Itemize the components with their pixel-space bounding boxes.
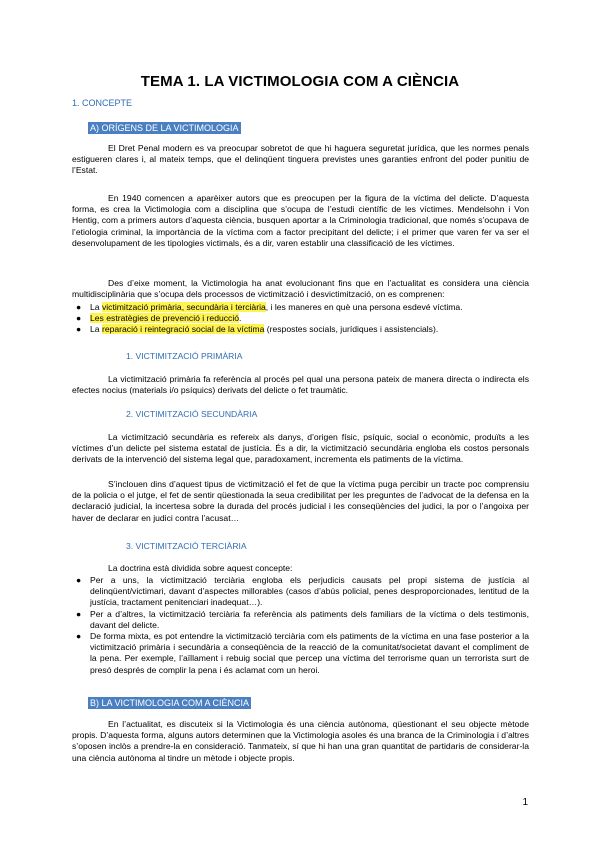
paragraph-1 xyxy=(72,143,529,177)
list-item: ● Per a d’altres, la victimització terciària fa referència als patiments dels familiars de la víctima o dels testimonis, davant del delicte. xyxy=(76,608,529,630)
bullet-list-2 xyxy=(72,575,529,676)
paragraph-8 xyxy=(72,719,529,764)
section-heading-concepte: 1. CONCEPTE xyxy=(72,98,133,108)
paragraph-3-text: Des d’eixe moment, la Victimologia ha anat evolucionant fins que en l’actualitat es considera una ciència multidisciplinària que s’ocupa dels processos de victimització i desvictimització, on es comprenen: xyxy=(72,278,529,300)
list-item: ● De forma mixta, es pot entendre la victimització terciària com els patiments de la víctima en una fase posterior a la victimització primària i secundària a conseqüència de la reacció de la comunitat/societat davant el compliment de la pena. Per exemple, l’aïllament i rebuig social que percep una víctima del terrorisme quan un terrorista surt de presó després de complir la pena i és aclamat com un heroi. xyxy=(76,631,529,675)
paragraph-5 xyxy=(72,432,529,466)
page-title: TEMA 1. LA VICTIMOLOGIA COM A CIÈNCIA xyxy=(140,73,460,90)
highlighted-text: reparació i reintegració social de la víctima xyxy=(101,324,265,335)
paragraph-5-text: La victimització secundària es refereix als danys, d’origen físic, psíquic, social o econòmic, produïts a les víctimes d’un delicte pel sistema estatal de justícia. És a dir, la victimització secundària engloba els costos personals derivats de la intervenció del sistema legal que, paradoxament, incrementa els patiments de la víctima. xyxy=(72,432,529,465)
paragraph-2-text: En 1940 comencen a aparèixer autors que es preocupen per la figura de la víctima del delicte. D’aquesta forma, es crea la Victimologia com a disciplina que s’ocupa de l’estudi científic de les víctimes. Mendelsohn i Von Hentig, com a primers autors d’aquesta ciència, busquen aportar a la Criminologia tradicional, que només s’ocupava de l’etiologia criminal, la importància de la víctima com a factor precipitant del delicte; i el primer que varen fer va ser el desenvolupament de les tipologies victimals, és a dir, varen establir una classificació de les víctimes. xyxy=(72,193,529,248)
heading-ciencia: B) LA VICTIMOLOGIA COM A CIÈNCIA xyxy=(90,698,250,708)
paragraph-3 xyxy=(72,278,529,300)
paragraph-7-text: La doctrina està dividida sobre aquest concepte: xyxy=(108,563,293,573)
paragraph-2 xyxy=(72,193,529,249)
subheading-secundaria: 2. VICTIMITZACIÓ SECUNDÀRIA xyxy=(126,409,258,419)
list-item: ● Per a uns, la victimització terciària engloba els perjudicis causats pel propi sistema de justícia al delinqüent/victimari, davant d’aspectes millorables (casos d’abús policial, penes desproporcionades, lentitud de la justícia, tractament penitenciari inadequat…). xyxy=(76,575,529,608)
paragraph-6 xyxy=(72,479,529,524)
highlighted-text: victimització primària, secundària i terciària xyxy=(101,302,266,312)
paragraph-4 xyxy=(72,374,529,396)
paragraph-7 xyxy=(72,563,529,574)
subheading-terciaria: 3. VICTIMITZACIÓ TERCIÀRIA xyxy=(126,541,247,551)
list-item: ● La victimització primària, secundària i terciària, i les maneres en què una persona esdevé víctima. xyxy=(76,302,463,312)
page-number: 1 xyxy=(522,797,528,808)
paragraph-4-text: La victimització primària fa referència al procés pel qual una persona pateix de manera directa o indirecta els efectes nocius (materials i/o psíquics) derivats del delicte o fet traumàtic. xyxy=(72,374,529,396)
list-item: ● La reparació i reintegració social de la víctima (respostes socials, jurídiques i assistencials). xyxy=(76,324,439,335)
list-item: ● Les estratègies de prevenció i reducció. xyxy=(76,313,242,324)
highlighted-text: Les estratègies de prevenció i reducció xyxy=(90,313,240,324)
heading-origens: A) ORÍGENS DE LA VICTIMOLOGIA xyxy=(90,123,239,133)
subheading-primaria: 1. VICTIMITZACIÓ PRIMÀRIA xyxy=(126,351,243,361)
paragraph-6-text: S’inclouen dins d’aquest tipus de victimització el fet de que la víctima puga percibir un tracte poc comprensiu de la policia o el jutge, el fet de sentir qüestionada la seua credibilitat per les preguntes de l’advocat de la defensa en la declaració judicial, la incertesa sobre la durada del procés judicial i les conseqüències del judici, la por o l’angoixa per haver de declarar en judici contra l’acusat… xyxy=(72,479,529,523)
paragraph-8-text: En l’actualitat, es discuteix si la Victimologia és una ciència autònoma, qüestionant el seu objecte mètode propis. D’aquesta forma, alguns autors determinen que la Victimologia asoles és una branca de la Criminologia i d’altres s’oposen inclòs a prendre-la en consideració. Tanmateix, sí que hi han una gran quantitat de partidaris de considerar-la una ciència autònoma al tindre un mètode i objecte propis. xyxy=(72,719,529,763)
bullet-list-1 xyxy=(72,302,529,336)
paragraph-1-text: El Dret Penal modern es va preocupar sobretot de que hi haguera seguretat jurídica, que les normes penals estigueren clares i, al mateix temps, que el delinqüent tinguera previstes unes garanties enfront del poder punitiu de l’Estat. xyxy=(72,143,529,176)
